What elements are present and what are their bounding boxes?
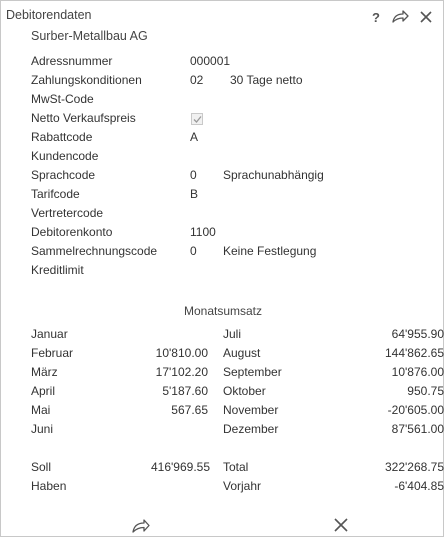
month-value: 87'561.00 [391, 422, 444, 436]
field-label: Vertretercode [31, 206, 104, 220]
month-value: 17'102.20 [155, 365, 208, 379]
month-value: 64'955.90 [391, 327, 444, 341]
field-label: Kreditlimit [31, 263, 84, 277]
field-kreditlimit [31, 263, 443, 280]
close-icon[interactable] [331, 517, 351, 535]
month-value: 10'876.00 [391, 365, 444, 379]
help-icon[interactable] [367, 8, 385, 26]
soll-value: 416'969.55 [150, 460, 210, 474]
haben-label: Haben [31, 479, 67, 493]
field-value: A [190, 130, 199, 144]
field-label: Rabattcode [31, 130, 93, 144]
header-toolbar [367, 8, 437, 26]
field-label: Zahlungskonditionen [31, 73, 142, 87]
vorjahr-value: -6'404.85 [394, 479, 444, 493]
field-label: Tarifcode [31, 187, 80, 201]
checkmark-icon [193, 115, 202, 124]
month-label: Juli [223, 327, 242, 341]
month-label: August [223, 346, 261, 360]
month-value: 144'862.65 [384, 346, 444, 360]
month-label: April [31, 384, 56, 398]
field-label: Sprachcode [31, 168, 96, 182]
month-label: November [223, 403, 279, 417]
field-description: 30 Tage netto [230, 73, 303, 87]
company-name: Surber-Metallbau AG [31, 29, 148, 43]
field-label: Adressnummer [31, 54, 113, 68]
window-title: Debitorendaten [6, 8, 92, 22]
month-label: Dezember [223, 422, 279, 436]
month-label: Februar [31, 346, 74, 360]
month-value: 950.75 [407, 384, 444, 398]
field-tarifcode [31, 187, 443, 204]
total-label: Total [223, 460, 249, 474]
field-description: Sprachunabhängig [223, 168, 324, 182]
field-debitorenkonto [31, 225, 443, 242]
field-sprachcode [31, 168, 443, 185]
month-value: 10'810.00 [155, 346, 208, 360]
field-adressnummer [31, 54, 443, 71]
field-value: 02 [190, 73, 204, 87]
month-label: Oktober [223, 384, 266, 398]
total-value: 322'268.75 [384, 460, 444, 474]
month-label: März [31, 365, 58, 379]
monthly-section-title: Monatsumsatz [183, 304, 263, 318]
month-value: -20'605.00 [387, 403, 444, 417]
month-value: 567.65 [171, 403, 208, 417]
field-rabattcode [31, 130, 443, 147]
field-kundencode [31, 149, 443, 166]
month-label: Mai [31, 403, 51, 417]
month-label: Juni [31, 422, 54, 436]
month-value: 5'187.60 [162, 384, 208, 398]
field-label: MwSt-Code [31, 92, 94, 106]
field-netto-verkaufspreis [31, 111, 443, 128]
field-label: Kundencode [31, 149, 99, 163]
field-mwst-code [31, 92, 443, 109]
field-value: 1100 [190, 225, 216, 239]
field-label: Debitorenkonto [31, 225, 113, 239]
field-value: 0 [190, 168, 197, 182]
field-label: Sammelrechnungscode [31, 244, 158, 258]
field-vertretercode [31, 206, 443, 223]
field-value: 0 [190, 244, 197, 258]
soll-label: Soll [31, 460, 52, 474]
month-label: September [223, 365, 282, 379]
field-description: Keine Festlegung [223, 244, 317, 258]
field-value: B [190, 187, 199, 201]
vorjahr-label: Vorjahr [223, 479, 262, 493]
field-zahlungskonditionen [31, 73, 443, 90]
field-sammelrechnungscode [31, 244, 443, 261]
forward-icon[interactable] [131, 517, 151, 535]
netto-verkaufspreis-checkbox[interactable] [191, 113, 203, 125]
svg-text:?: ? [372, 10, 380, 25]
field-value: 000001 [190, 54, 231, 68]
close-icon[interactable] [417, 8, 435, 26]
field-label: Netto Verkaufspreis [31, 111, 136, 125]
month-label: Januar [31, 327, 68, 341]
forward-icon[interactable] [391, 8, 409, 26]
